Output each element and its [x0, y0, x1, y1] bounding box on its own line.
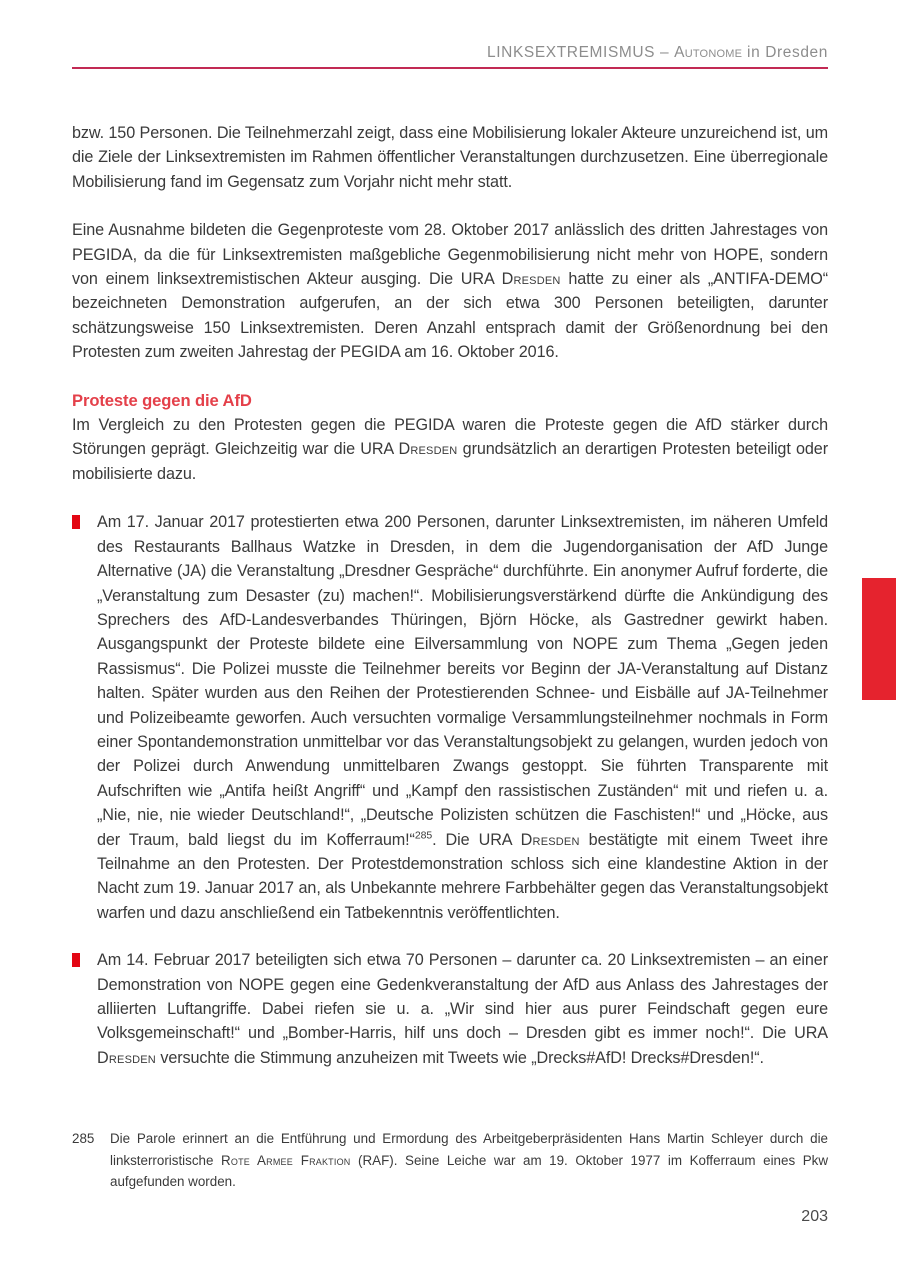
paragraph-text: Eine Ausnahme bildeten die Gegenproteste vom 28. Oktober 2017 anlässlich des dritten Jahrestages von PEGIDA, da die für Linksextremisten maßgebliche Gegenmobilisierung nicht mehr von HOPE, sondern von einem linksextremistischen Akteur ausging. Die URA: [72, 221, 828, 289]
paragraph-text: Im Vergleich zu den Protesten gegen die PEGIDA waren die Proteste gegen die AfD stärker durch Störungen geprägt. Gleichzeitig war die URA: [72, 416, 828, 459]
footnote-285: [72, 1128, 828, 1193]
paragraph-text: Am 17. Januar 2017 protestierten etwa 200 Personen, darunter Linksextremisten, im näheren Umfeld des Restaurants Ballhaus Watzke in Dresden, in dem die Jugendorganisation der AfD Junge Alternative (JA) die Veranstaltung „Dresdner Gespräche“ durchführte. Ein anonymer Aufruf forderte, die „Veranstaltung zum Desaster (zu) machen!“. Mobilisierungsverstärkend dürfte die Ankündigung des Sprechers des AfD-Landesverbandes Thüringen, Björn Höcke, als Gastredner gewirkt haben. Ausgangspunkt der Proteste bildete eine Eilversammlung von NOPE zum Thema „Gegen jeden Rassismus“. Die Polizei musste die Teilnehmer bereits vor Beginn der JA-Veranstaltung auf Distanz halten. Später wurden aus den Reihen der Protestierenden Schnee- und Eisbälle auf JA-Teilnehmer und Polizeibeamte geworfen. Auch versuchten vormalige Versammlungsteilnehmer nochmals in Form einer Spontandemonstration unmittelbar vor das Veranstaltungsobjekt zu gelangen, wurden jedoch von der Polizei durch Anwendung unmittelbaren Zwangs gestoppt. Sie führten Transparente mit Aufschriften wie „Antifa heißt Angriff“ und „Kampf den rassistischen Zuständen“ mit und riefen u. a. „Nie, nie, nie wieder Deutschland!“, „Deutsche Polizisten schützen die Faschisten!“ und „Höcke, aus der Traum, bald liegst du im Kofferraum!“: [97, 513, 828, 849]
paragraph-text: versuchte die Stimmung anzuheizen mit Tweets wie „Drecks#AfD! Drecks#Dresden!“.: [155, 1048, 764, 1067]
running-head-smallcaps: Autonome: [674, 44, 743, 61]
bullet-square-icon: [72, 515, 80, 529]
bullet-item-14-februar: [72, 948, 828, 1070]
running-head-main: LINKSEXTREMISMUS –: [487, 44, 675, 61]
bullet-text: [80, 948, 828, 1070]
paragraph-text: bestätigte mit einem Tweet ihre Teilnahme an den Protesten. Der Protestdemonstration schloss sich eine klandestine Aktion in der Nacht zum 19. Januar 2017 an, als Unbekannte mehrere Farbbehälter gegen das Veranstaltungsobjekt warfen und dazu anschließend ein Tatbekenntnis veröffentlichten.: [97, 830, 829, 922]
footnote-text-segment: (RAF). Seine Leiche war am 19. Oktober 1977 im Kofferraum eines Pkw aufgefunden worden.: [110, 1152, 829, 1189]
header-rule: [72, 67, 828, 69]
smallcaps-rote-armee-fraktion: Rote Armee Fraktion: [221, 1152, 351, 1168]
section-heading-proteste-afd: Proteste gegen die AfD: [72, 390, 252, 410]
smallcaps-dresden: Dresden: [398, 440, 458, 459]
paragraph-text: grundsätzlich an derartigen Protesten beteiligt oder mobilisierte dazu.: [72, 440, 828, 483]
page-content: [72, 121, 828, 1093]
smallcaps-dresden: Dresden: [520, 830, 580, 849]
paragraph-afd-intro: [72, 413, 828, 486]
bullet-item-17-januar: [72, 510, 828, 925]
paragraph-mobilisierung: bzw. 150 Personen. Die Teilnehmerzahl zeigt, dass eine Mobilisierung lokaler Akteure unzureichend ist, um die Ziele der Linksextremisten im Rahmen öffentlicher Veranstaltungen durchzusetzen. Eine überregionale Mobilisierung fand im Gegensatz zum Vorjahr nicht mehr statt.: [72, 124, 828, 191]
running-head-rest: in Dresden: [742, 44, 828, 61]
paragraph-gegenproteste: [72, 218, 828, 364]
footnote-number: 285: [72, 1131, 95, 1146]
smallcaps-dresden: Dresden: [97, 1048, 156, 1067]
paragraph-text: hatte zu einer als „ANTIFA-DEMO“ bezeichneten Demonstration aufgerufen, an der sich etwa 300 Personen beteiligten, darunter schätzungsweise 150 Linksextremisten. Deren Anzahl entsprach damit der Größenordnung bei den Protesten zum zweiten Jahrestag der PEGIDA am 16. Oktober 2016.: [72, 270, 828, 362]
smallcaps-dresden: Dresden: [501, 270, 561, 289]
footnote-text-segment: Die Parole erinnert an die Entführung und Ermordung des Arbeitgeberpräsidenten Hans Martin Schleyer durch die linksterroristische: [110, 1131, 828, 1168]
bullet-square-icon: [72, 953, 80, 967]
running-head: [487, 44, 828, 62]
footnote-text: [110, 1128, 828, 1193]
page-number: 203: [801, 1208, 828, 1225]
footnote-ref-285: 285: [414, 829, 433, 842]
bullet-text: [80, 510, 828, 925]
paragraph-text: Am 14. Februar 2017 beteiligten sich etwa 70 Personen – darunter ca. 20 Linksextremisten – an einer Demonstration von NOPE gegen eine Gedenkveranstaltung der AfD aus Anlass des Jahrestages der alliierten Luftangriffe. Dabei riefen sie u. a. „Wir sind hier aus purer Feindschaft gegen eure Volksgemeinschaft!“ und „Bomber-Harris, hilf uns doch – Dresden gibt es immer noch!“. Die URA: [97, 951, 828, 1043]
paragraph-text: . Die URA: [432, 830, 521, 849]
chapter-marker-tab: [862, 578, 896, 700]
